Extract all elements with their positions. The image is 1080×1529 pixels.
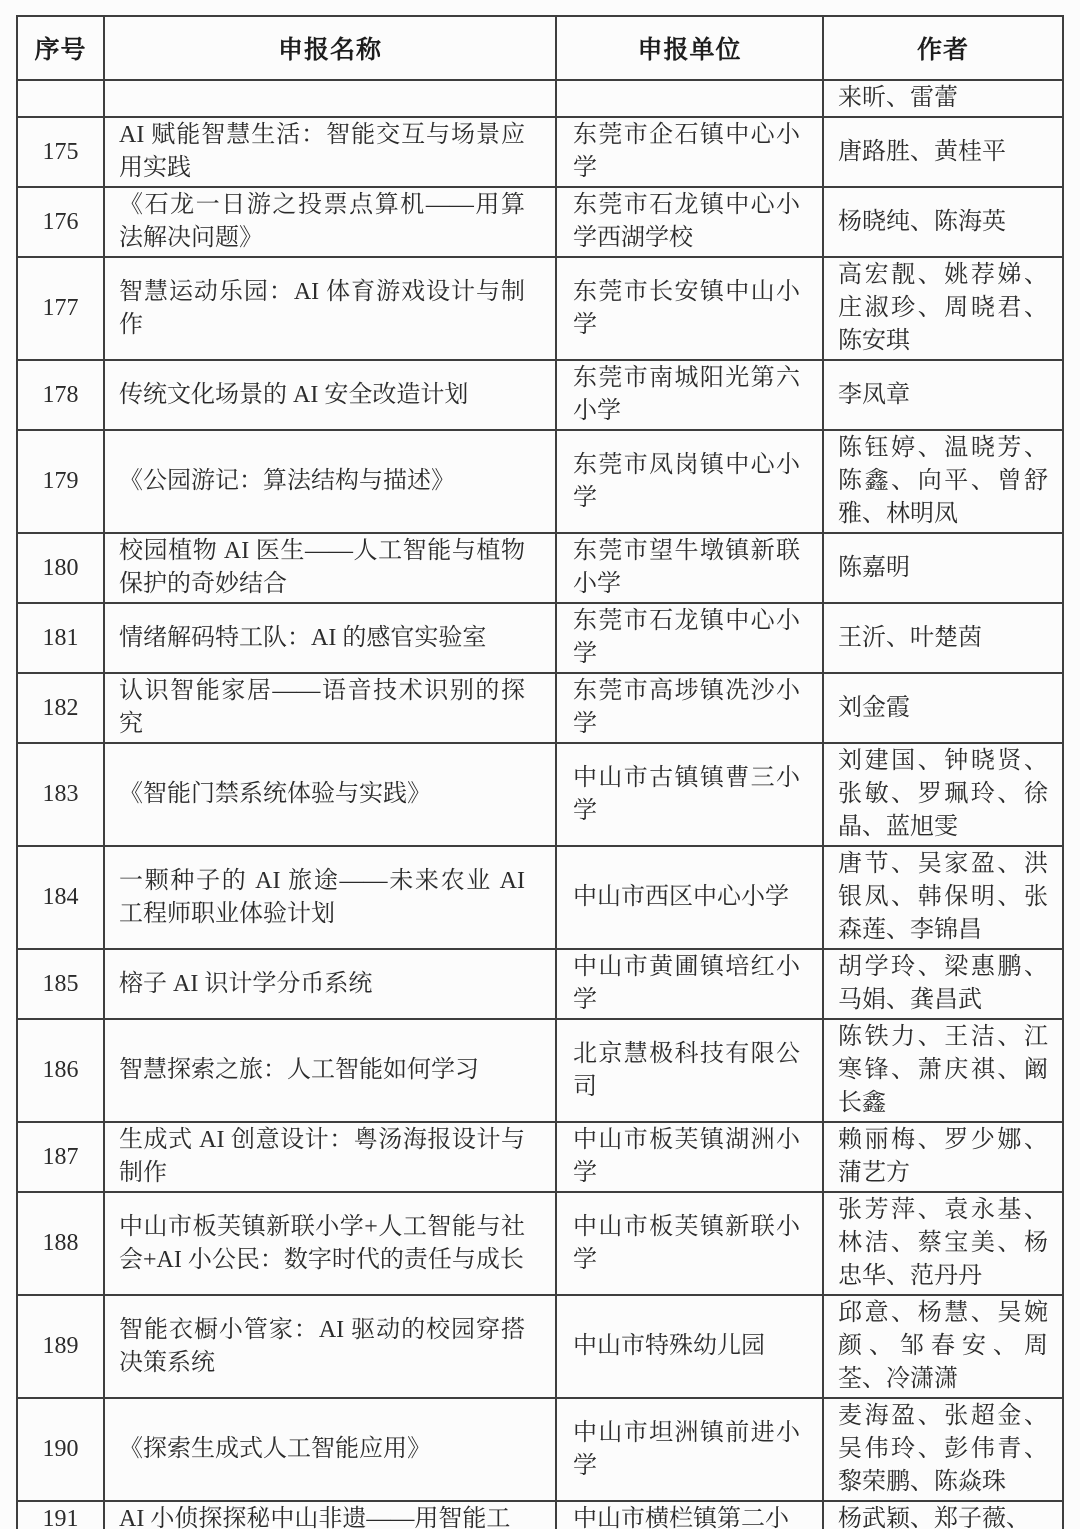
cell-project-name-text: 传统文化场景的 AI 安全改造计划 (119, 381, 469, 408)
cell-project-name-text: 校园植物 AI 医生——人工智能与植物保护的奇妙结合 (119, 538, 525, 597)
cell-authors-text: 唐节、吴家盈、洪银凤、韩保明、张森莲、李锦昌 (838, 851, 1048, 943)
cell-project-name (104, 673, 556, 743)
cell-authors-text: 陈铁力、王洁、江寒锋、萧庆祺、阚长鑫 (838, 1024, 1048, 1116)
cell-project-name-text: 智能衣橱小管家：AI 驱动的校园穿搭决策系统 (119, 1316, 525, 1376)
table-body (17, 80, 1063, 1529)
application-table (16, 15, 1064, 1529)
cell-applicant-unit-text: 中山市西区中心小学 (573, 884, 789, 910)
cell-authors (823, 1295, 1063, 1398)
cell-project-name (104, 257, 556, 360)
cell-serial-number-text: 179 (42, 468, 79, 494)
cell-project-name (104, 743, 556, 846)
cell-applicant-unit-text: 中山市特殊幼儿园 (573, 1333, 765, 1359)
cell-applicant-unit (556, 360, 823, 430)
cell-applicant-unit-text: 中山市板芙镇湖洲小学 (573, 1127, 800, 1186)
cell-serial-number (17, 533, 104, 603)
cell-serial-number (17, 117, 104, 187)
cell-applicant-unit-text: 中山市板芙镇新联小学 (573, 1213, 800, 1273)
table-row (17, 1019, 1063, 1122)
table-row (17, 1501, 1063, 1529)
cell-authors-text: 张芳萍、袁永基、林洁、蔡宝美、杨忠华、范丹丹 (838, 1197, 1048, 1289)
cell-applicant-unit (556, 743, 823, 846)
cell-authors (823, 360, 1063, 430)
table-row (17, 1398, 1063, 1501)
cell-serial-number-text: 175 (42, 138, 79, 165)
cell-authors (823, 673, 1063, 743)
cell-serial-number-text: 190 (42, 1436, 79, 1462)
cell-serial-number (17, 1398, 104, 1501)
cell-authors (823, 430, 1063, 533)
cell-authors-text: 李凤章 (838, 381, 910, 408)
cell-authors-text: 胡学玲、梁惠鹏、马娟、龚昌武 (838, 954, 1048, 1013)
cell-serial-number-text: 186 (42, 1057, 79, 1083)
cell-authors-text: 唐路胜、黄桂平 (838, 138, 1006, 165)
cell-applicant-unit (556, 949, 823, 1019)
cell-authors (823, 117, 1063, 187)
cell-serial-number (17, 743, 104, 846)
cell-authors (823, 187, 1063, 257)
cell-authors-text: 陈钰婷、温晓芳、陈鑫、向平、曾舒雅、林明凤 (838, 435, 1048, 527)
table-row (17, 949, 1063, 1019)
cell-applicant-unit-text: 北京慧极科技有限公司 (573, 1040, 800, 1100)
cell-applicant-unit (556, 1019, 823, 1122)
cell-project-name (104, 1122, 556, 1192)
cell-applicant-unit-text: 东莞市石龙镇中心小学 (573, 608, 800, 667)
cell-serial-number (17, 1501, 104, 1529)
cell-applicant-unit-text: 东莞市凤岗镇中心小学 (573, 451, 800, 511)
cell-authors-text: 杨晓纯、陈海英 (838, 208, 1006, 235)
cell-authors (823, 846, 1063, 949)
cell-authors (823, 1192, 1063, 1295)
cell-serial-number (17, 1019, 104, 1122)
cell-serial-number-text: 178 (42, 381, 79, 408)
cell-project-name (104, 846, 556, 949)
cell-applicant-unit (556, 187, 823, 257)
cell-authors (823, 1019, 1063, 1122)
cell-authors-text: 陈嘉明 (838, 554, 910, 581)
cell-project-name-text: AI 赋能智慧生活：智能交互与场景应用实践 (119, 122, 525, 181)
cell-project-name-text: 情绪解码特工队：AI 的感官实验室 (119, 624, 487, 651)
cell-authors-text: 赖丽梅、罗少娜、蒲艺方 (838, 1127, 1048, 1186)
cell-project-name-text: 《公园游记：算法结构与描述》 (119, 468, 455, 494)
cell-applicant-unit-text: 东莞市望牛墩镇新联小学 (573, 538, 800, 597)
cell-serial-number-text: 176 (42, 208, 79, 235)
cell-applicant-unit (556, 603, 823, 673)
cell-project-name (104, 1398, 556, 1501)
cell-project-name-text: 一颗种子的 AI 旅途——未来农业 AI 工程师职业体验计划 (119, 867, 525, 927)
cell-serial-number-text: 191 (42, 1506, 79, 1529)
cell-authors (823, 533, 1063, 603)
table-row (17, 846, 1063, 949)
table-header (17, 16, 1063, 80)
table-row (17, 360, 1063, 430)
cell-project-name (104, 1192, 556, 1295)
cell-serial-number-text: 189 (42, 1333, 79, 1359)
cell-project-name (104, 949, 556, 1019)
table-row (17, 533, 1063, 603)
table-row (17, 80, 1063, 117)
cell-applicant-unit (556, 846, 823, 949)
cell-project-name (104, 117, 556, 187)
table-row (17, 603, 1063, 673)
cell-authors-text: 高宏靓、姚荐娣、庄淑珍、周晓君、陈安琪 (838, 262, 1048, 354)
cell-serial-number (17, 949, 104, 1019)
cell-serial-number (17, 257, 104, 360)
table-row (17, 673, 1063, 743)
cell-applicant-unit (556, 430, 823, 533)
cell-serial-number (17, 673, 104, 743)
cell-project-name-text: AI 小侦探探秘中山非遗——用智能工 (119, 1506, 511, 1529)
cell-applicant-unit-text: 中山市黄圃镇培红小学 (573, 954, 800, 1013)
cell-applicant-unit-text: 中山市坦洲镇前进小学 (573, 1419, 800, 1479)
cell-serial-number-text: 180 (42, 554, 79, 581)
cell-project-name-text: 生成式 AI 创意设计：粤汤海报设计与制作 (119, 1127, 525, 1186)
cell-authors-text: 刘金霞 (838, 694, 910, 721)
cell-applicant-unit (556, 257, 823, 360)
cell-project-name (104, 80, 556, 117)
cell-project-name-text: 《石龙一日游之投票点算机——用算法解决问题》 (119, 192, 525, 251)
cell-project-name (104, 1501, 556, 1529)
cell-serial-number-text: 184 (42, 884, 79, 910)
cell-serial-number (17, 1122, 104, 1192)
cell-serial-number (17, 1295, 104, 1398)
cell-project-name-text: 智慧探索之旅：人工智能如何学习 (119, 1057, 479, 1083)
cell-authors (823, 1398, 1063, 1501)
cell-authors (823, 257, 1063, 360)
table-row (17, 743, 1063, 846)
cell-applicant-unit (556, 533, 823, 603)
cell-serial-number (17, 603, 104, 673)
header-authors: 作者 (823, 16, 1063, 80)
cell-serial-number-text: 183 (42, 781, 79, 807)
cell-authors-text: 来昕、雷蕾 (838, 85, 958, 111)
cell-serial-number (17, 187, 104, 257)
table-row (17, 1122, 1063, 1192)
cell-authors (823, 949, 1063, 1019)
cell-project-name (104, 533, 556, 603)
cell-serial-number-text: 185 (42, 970, 79, 997)
cell-applicant-unit-text: 中山市横栏镇第二小 (573, 1506, 789, 1529)
cell-serial-number-text: 188 (42, 1230, 79, 1256)
cell-authors (823, 743, 1063, 846)
cell-serial-number-text: 177 (42, 295, 79, 321)
cell-authors-text: 杨武颖、郑子薇、 (838, 1506, 1030, 1529)
cell-applicant-unit (556, 117, 823, 187)
cell-authors-text: 刘建国、钟晓贤、张敏、罗珮玲、徐晶、蓝旭雯 (838, 748, 1048, 840)
cell-project-name-text: 智慧运动乐园：AI 体育游戏设计与制作 (119, 278, 525, 338)
cell-project-name-text: 中山市板芙镇新联小学+人工智能与社会+AI 小公民：数字时代的责任与成长 (119, 1213, 525, 1273)
cell-serial-number (17, 360, 104, 430)
cell-applicant-unit (556, 1295, 823, 1398)
table-row (17, 117, 1063, 187)
cell-applicant-unit-text: 东莞市高埗镇冼沙小学 (573, 678, 800, 737)
cell-authors (823, 603, 1063, 673)
cell-applicant-unit (556, 1398, 823, 1501)
cell-authors-text: 麦海盈、张超金、吴伟玲、彭伟青、黎荣鹏、陈焱珠 (838, 1403, 1048, 1495)
header-serial-number: 序号 (17, 16, 104, 80)
cell-serial-number-text: 187 (42, 1143, 79, 1170)
cell-authors (823, 80, 1063, 117)
cell-applicant-unit (556, 1122, 823, 1192)
cell-applicant-unit (556, 1192, 823, 1295)
header-project-name: 申报名称 (104, 16, 556, 80)
cell-project-name-text: 榕子 AI 识计学分币系统 (119, 970, 373, 997)
cell-project-name (104, 1019, 556, 1122)
cell-project-name-text: 认识智能家居——语音技术识别的探究 (119, 678, 525, 737)
cell-serial-number (17, 430, 104, 533)
header-applicant-unit: 申报单位 (556, 16, 823, 80)
cell-serial-number (17, 80, 104, 117)
cell-serial-number (17, 1192, 104, 1295)
table-row (17, 1295, 1063, 1398)
cell-serial-number (17, 846, 104, 949)
cell-applicant-unit-text: 东莞市石龙镇中心小学西湖学校 (573, 192, 800, 251)
cell-applicant-unit-text: 东莞市企石镇中心小学 (573, 122, 800, 181)
table-row (17, 257, 1063, 360)
cell-applicant-unit (556, 80, 823, 117)
table-row (17, 1192, 1063, 1295)
cell-authors-text: 邱意、杨慧、吴婉颜、邹春安、周荃、冷潇潇 (838, 1300, 1048, 1392)
cell-project-name (104, 430, 556, 533)
cell-authors (823, 1122, 1063, 1192)
cell-project-name (104, 187, 556, 257)
table-row (17, 430, 1063, 533)
table-header-row (17, 16, 1063, 80)
cell-applicant-unit (556, 1501, 823, 1529)
cell-applicant-unit-text: 东莞市南城阳光第六小学 (573, 365, 800, 424)
cell-applicant-unit (556, 673, 823, 743)
table-row (17, 187, 1063, 257)
cell-project-name (104, 360, 556, 430)
cell-project-name (104, 1295, 556, 1398)
cell-authors-text: 王沂、叶楚茵 (838, 624, 982, 651)
cell-serial-number-text: 181 (42, 624, 79, 651)
cell-project-name-text: 《智能门禁系统体验与实践》 (119, 781, 431, 807)
cell-applicant-unit-text: 中山市古镇镇曹三小学 (573, 764, 800, 824)
cell-authors (823, 1501, 1063, 1529)
cell-project-name (104, 603, 556, 673)
cell-applicant-unit-text: 东莞市长安镇中山小学 (573, 278, 800, 338)
cell-serial-number-text: 182 (42, 694, 79, 721)
cell-project-name-text: 《探索生成式人工智能应用》 (119, 1436, 431, 1462)
